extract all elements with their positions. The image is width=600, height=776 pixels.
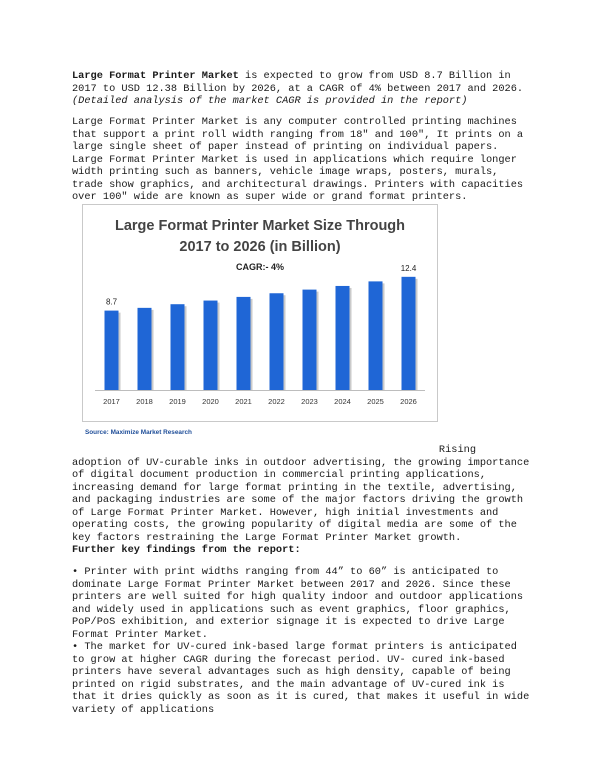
tick-label-2023: 2023 — [301, 397, 318, 406]
tick-label-2022: 2022 — [268, 397, 285, 406]
intro-text: is expected to grow from USD 8.7 Billion in 2017 to USD 12.38 Billion by 2026, at a CAGR of 4% between 2017 and 2026. — [72, 70, 524, 95]
intro-paragraph — [72, 70, 532, 108]
data-label-2026: 12.4 — [400, 263, 417, 273]
tick-label-2017: 2017 — [103, 397, 120, 406]
bar-2022 — [270, 293, 284, 390]
drivers-text: adoption of UV-curable inks in outdoor advertising, the growing importance of digital document production in commercial printing applications, increasing demand for large format printing in the textile, advertising, and packaging industries are some of the major factors driving the growth of Large Format Printer Market. However, high initial investments and operating costs, the growing popularity of digital media are some of the key factors restraining the Large Format Printer Market growth. — [72, 456, 530, 544]
bar-2021 — [237, 297, 251, 390]
intro-italic-note: (Detailed analysis of the market CAGR is provided in the report) — [72, 95, 468, 107]
bar-2023 — [303, 290, 317, 390]
findings-heading: Further key findings from the report: — [72, 544, 301, 556]
bar-2024 — [336, 286, 350, 390]
bar-2026 — [402, 277, 416, 390]
tick-label-2025: 2025 — [367, 397, 384, 406]
market-size-chart — [82, 204, 438, 422]
chart-title-line-2: 2017 to 2026 (in Billion) — [179, 239, 341, 255]
drivers-lead-word: Rising — [438, 444, 476, 456]
finding-item: • The market for UV-cured ink-based large format printers is anticipated to grow at higher CAGR during the forecast period. UV- cured ink-based printers have several advantages such as high density, capable of being printed on rigid substrates, and the main advantage of UV-cured ink is that it dries quickly as soon as it is cured, that makes it useful in wide variety of applications — [72, 641, 530, 716]
tick-label-2020: 2020 — [202, 397, 219, 406]
definition-paragraph: Large Format Printer Market is any computer controlled printing machines that support a print roll width ranging from 18" and 100", It prints on a large single sheet of paper instead of printing on individual papers. Large Format Printer Market is used in applications which require longer width printing such as banners, vehicle image wraps, posters, murals, trade show graphics, and architectural drawings. Printers with capacities over 100" wide are known as super wide or grand format printers. — [72, 116, 524, 203]
data-label-2017: 8.7 — [105, 297, 118, 307]
bar-2020 — [204, 301, 218, 390]
tick-label-2024: 2024 — [334, 397, 351, 406]
tick-label-2018: 2018 — [136, 397, 153, 406]
bar-2019 — [171, 304, 185, 390]
chart-cagr-label: CAGR:- 4% — [235, 262, 284, 272]
drivers-paragraph — [72, 444, 532, 544]
tick-label-2021: 2021 — [235, 397, 252, 406]
findings-list — [72, 566, 532, 716]
chart-title-line-1: Large Format Printer Market Size Through — [114, 218, 406, 234]
chart-source: Source: Maximize Market Research — [85, 429, 192, 436]
tick-label-2026: 2026 — [400, 397, 417, 406]
bar-2018 — [138, 308, 152, 390]
finding-item: • Printer with print widths ranging from 44” to 60” is anticipated to dominate Large Format Printer Market between 2017 and 2026. Since these printers are well suited for high quality indoor and outdoor applications and widely used in applications such as event graphics, floor graphics, PoP/PoS exhibition, and exterior signage it is expected to drive Large Format Printer Market. — [72, 566, 524, 641]
bar-2017 — [105, 311, 119, 390]
tick-label-2019: 2019 — [169, 397, 186, 406]
intro-bold-lead: Large Format Printer Market — [72, 70, 239, 82]
bar-2025 — [369, 281, 383, 390]
